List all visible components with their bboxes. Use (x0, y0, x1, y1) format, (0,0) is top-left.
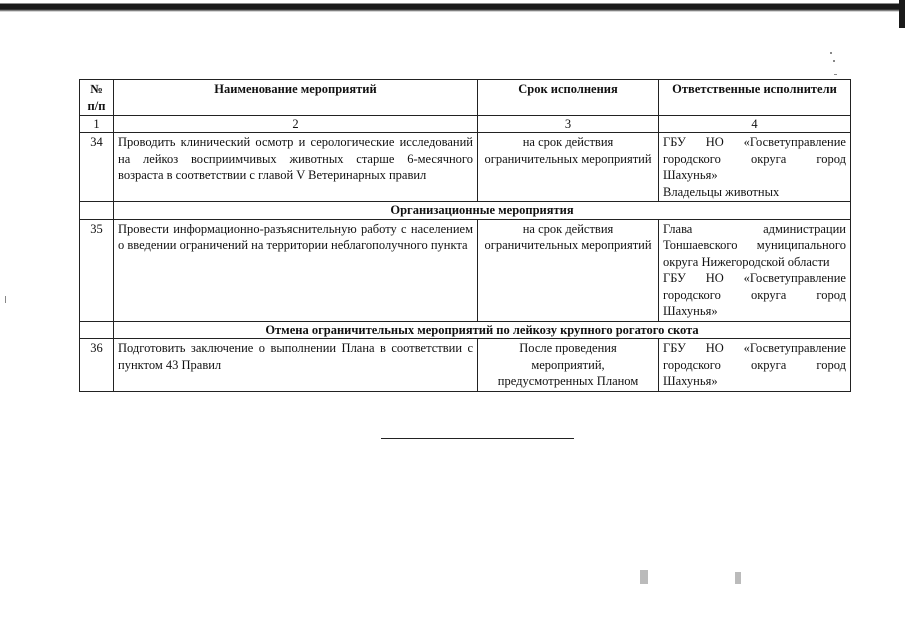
scan-edge-right (899, 0, 905, 28)
row-responsible (659, 133, 851, 202)
section-num-cell (80, 321, 114, 339)
table-row (80, 219, 851, 321)
header-row (80, 80, 851, 116)
scan-edge-top (0, 0, 905, 13)
header-term: Срок исполнения (478, 80, 659, 116)
header-responsible: Ответственные исполнители (659, 80, 851, 116)
section-num-cell (80, 202, 114, 220)
row-term: на срок действия ограничительных мероприятий (478, 133, 659, 202)
scan-speck (640, 570, 648, 584)
end-separator-line (381, 438, 574, 439)
index-cell: 4 (659, 116, 851, 133)
header-name: Наименование мероприятий (114, 80, 478, 116)
header-num: № п/п (80, 80, 114, 116)
index-cell: 1 (80, 116, 114, 133)
row-term: на срок действия ограничительных мероприятий (478, 219, 659, 321)
section-title: Отмена ограничительных мероприятий по лейкозу крупного рогатого скота (114, 321, 851, 339)
scan-speck (5, 296, 6, 303)
scan-speck (830, 52, 832, 54)
section-row (80, 202, 851, 220)
row-measure: Провести информационно-разъяснительную работу с населением о введении ограничений на территории неблагополучного пункта (114, 219, 478, 321)
row-number: 34 (80, 133, 114, 202)
row-responsible: ГБУ НО «Госветуправление городского округа город Шахунья» (659, 339, 851, 392)
section-row (80, 321, 851, 339)
table-row (80, 339, 851, 392)
section-title: Организационные мероприятия (114, 202, 851, 220)
row-number: 35 (80, 219, 114, 321)
scan-speck (834, 74, 837, 75)
row-number: 36 (80, 339, 114, 392)
row-measure: Подготовить заключение о выполнении Плана в соответствии с пунктом 43 Правил (114, 339, 478, 392)
index-row (80, 116, 851, 133)
scan-speck (735, 572, 741, 584)
table-row (80, 133, 851, 202)
index-cell: 2 (114, 116, 478, 133)
index-cell: 3 (478, 116, 659, 133)
measures-table (79, 79, 851, 392)
responsible-line: ГБУ НО «Госветуправление городского округа город Шахунья» (663, 271, 846, 318)
row-measure: Проводить клинический осмотр и серологические исследований на лейкоз восприимчивых животных старше 6-месячного возраста в соответствии с главой V Ветеринарных правил (114, 133, 478, 202)
scan-speck (833, 60, 835, 62)
row-responsible (659, 219, 851, 321)
row-term: После проведения мероприятий, предусмотренных Планом (478, 339, 659, 392)
responsible-line: Владельцы животных (663, 184, 780, 199)
responsible-line: ГБУ НО «Госветуправление городского округа город Шахунья» (663, 135, 846, 182)
responsible-line: Глава администрации Тоншаевского муниципального округа Нижегородской области (663, 221, 846, 269)
